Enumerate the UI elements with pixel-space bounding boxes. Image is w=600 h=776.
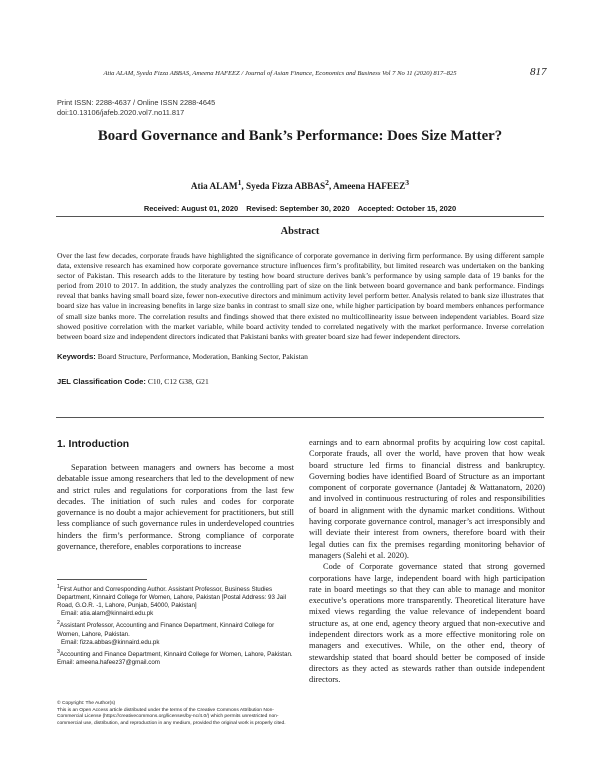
issn-line: Print ISSN: 2288-4637 / Online ISSN 2288-4645	[57, 98, 216, 107]
copyright-notice	[57, 701, 295, 727]
page-number: 817	[530, 66, 547, 78]
accepted-date: Accepted: October 15, 2020	[357, 204, 457, 213]
footnotes	[57, 583, 295, 668]
footnote	[57, 619, 295, 646]
footnote	[57, 583, 295, 618]
footnote-mark: 3	[57, 648, 60, 655]
author-affiliation-mark: 3	[405, 178, 410, 187]
right-column	[309, 437, 545, 686]
issn-block	[57, 98, 215, 118]
revised-date: Revised: September 30, 2020	[246, 204, 350, 213]
received-date: Received: August 01, 2020	[143, 204, 239, 213]
license-text: This is an Open Access article distributed under the terms of the Creative Commons Attribution Non-Commercial License (https://creativecommons.org/licenses/by-nc/4.0/) which permits unrestricted non-commercial use, distribution, and reproduction in any medium, provided the original work is properly cited.	[57, 707, 286, 726]
copyright-line: © Copyright: The Author(s)	[57, 701, 116, 706]
jel-codes: C10, C12 G38, G21	[147, 377, 209, 386]
abstract-heading: Abstract	[280, 226, 320, 237]
author-affiliation-mark: 1	[237, 178, 242, 187]
introduction-heading: 1. Introduction	[57, 439, 130, 450]
footnote	[57, 648, 295, 667]
footnote-text: Accounting and Finance Department, Kinnaird College for Women, Lahore, Pakistan. Email: ameena.hafeez37@gmail.com	[57, 650, 293, 666]
running-head: Atia ALAM, Syeda Fizza ABBAS, Ameena HAFEEZ / Journal of Asian Finance, Economics and Business Vol 7 No 11 (2020) 817–825	[103, 70, 457, 77]
intro-paragraph: Code of Corporate governance stated that strong governed corporations have large, independent board with high participation rate in board meetings so that they can able to manage and monitor executive’s operations more transparently. Theoretical literature have mixed views regarding the value relevance of independent board structure as, at one end, agency theory argued that non-executive and independent directors work as a more effective monitoring role on managers and executives. While, on the other end, theory of stewardship stated that board should better be composed of inside directors as they acted as stewards rather than outside independent directors.	[309, 562, 545, 685]
footnote-text: First Author and Corresponding Author. Assistant Professor, Business Studies Department, Kinnaird College for Women, Lahore, Pakistan [Postal Address: 93 Jail Road, G.O.R. -1, Lahore, Punjab, 54000, Pakistan]	[57, 586, 286, 610]
author-name: Ameena HAFEEZ	[333, 181, 406, 192]
keywords-line	[57, 352, 544, 361]
paper-title: Board Governance and Bank’s Performance: Does Size Matter?	[97, 128, 503, 144]
intro-paragraph-continued: earnings and to earn abnormal profits by acquiring low cost capital. Corporate frauds, all over the world, have proven that how weak board structure led firms to financial distress and bankruptcy. Governing bodies have identified Board of Structure as an important component of corporate governance (Jantadej & Wattanatorn, 2020) and involved in continuous restructuring of roles and responsibilities of board in alignment with the dynamic market conditions. Without having corporate governance control, manager’s act irresponsibly and will deviate their interest from owners, therefore board with their legal duties can fix the premises regarding monitoring behavior of managers (Salehi et al. 2020).	[309, 438, 545, 560]
footnote-email: Email: atia.alam@kinnaird.edu.pk	[61, 610, 154, 618]
doi-line: doi:10.13106/jafeb.2020.vol7.no11.817	[57, 108, 185, 117]
footnote-divider	[57, 579, 147, 580]
footnote-mark: 1	[57, 584, 60, 590]
author-list: Atia ALAM$^1$, Syeda Fizza ABBAS$^2$, Ameena HAFEEZ$^3$	[190, 178, 410, 192]
footnote-text: Assistant Professor, Accounting and Finance Department, Kinnaird College for Women, Lahore, Pakistan.	[57, 622, 275, 638]
jel-label: JEL Classification Code:	[57, 377, 146, 386]
footnote-mark: 2	[57, 620, 60, 627]
abstract-body: Over the last few decades, corporate frauds have highlighted the significance of corporate governance in deriving firm performance. By using different sample data, extensive research has examined how corporate governance structure influences firm’s profitability, but limited research was undertaken on the banking sector of Pakistan. This research adds to the literature by testing how board structure derives bank’s performance by using sample data of 19 banks for the period from 2010 to 2017. In addition, the study analyzes the controlling part of size on the link between board governance and bank performance. Findings reveal that banks having small board size, fewer non-executive directors and minimum activity level perform better. Analysis related to bank size illustrates that board size has value in increasing benefits in large size banks in contrast to small size one, while higher participation by board members enhances performance of small size banks more. The correlation results and findings showed that there existed no multicollinearity issue between independent variables. Board size showed positive correlation with the market variable, while board activity tended to correlated negatively with the market performance. Inverse correlation between board size and independent directors indicated that Pakistani banks with greater board size had fewer independent directors.	[57, 251, 544, 341]
footnote-email: Email: fizza.abbas@kinnaird.edu.pk	[61, 638, 160, 646]
left-column	[57, 462, 294, 552]
date-line	[40, 204, 560, 213]
author-name: Syeda Fizza ABBAS	[246, 181, 326, 192]
keywords-label: Keywords:	[57, 352, 96, 361]
author-name: Atia ALAM	[190, 181, 238, 192]
keywords-text: Board Structure, Performance, Moderation, Banking Sector, Pakistan	[97, 352, 308, 361]
jel-line	[57, 377, 544, 386]
intro-paragraph: Separation between managers and owners has become a most debatable issue among researchers that led to the development of new and strict rules and regulations for corporations from the last few decades. The initiation of such rules and codes for corporate governance is no doubt a major achievement for practitioners, but still less compliance of such governance rules in underdeveloped countries hinders the firm’s performance. Strong compliance of corporate governance, therefore, enables corporations to increase	[57, 463, 294, 552]
author-affiliation-mark: 2	[325, 178, 329, 187]
